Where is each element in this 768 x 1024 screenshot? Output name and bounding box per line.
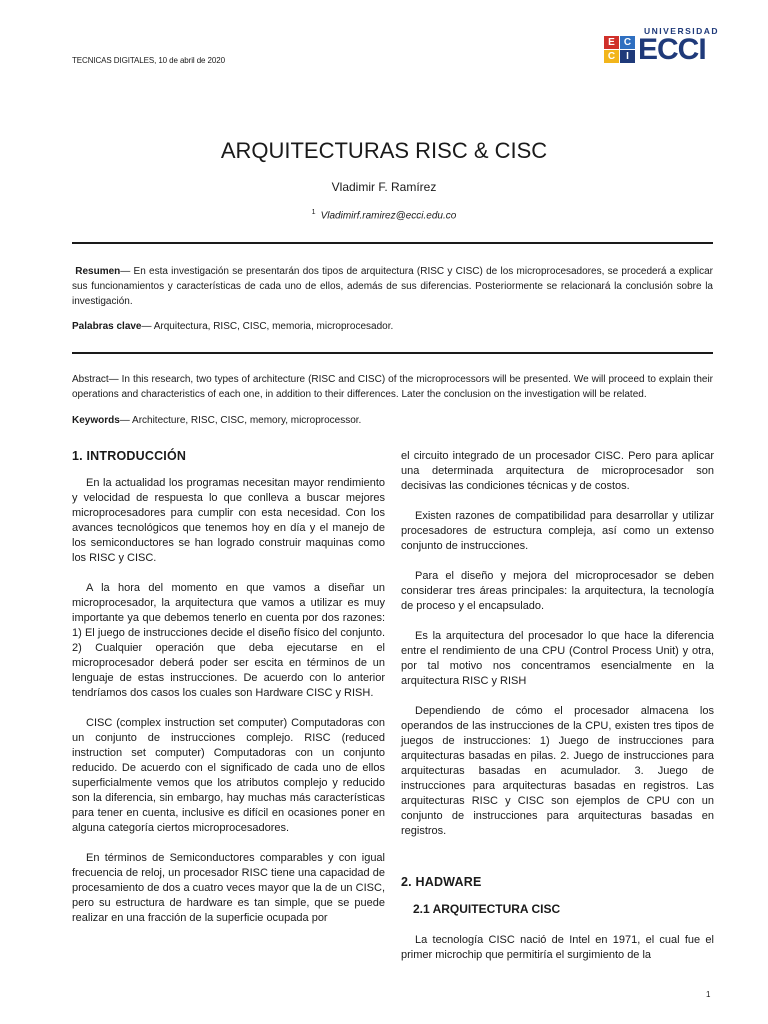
resumen-block — [72, 264, 713, 309]
right-column — [401, 449, 714, 978]
divider-middle — [72, 352, 713, 354]
keywords-label: Keywords — [72, 415, 120, 426]
paragraph: La tecnología CISC nació de Intel en 1971, el cual fue el primer microchip que permitiría el surgimiento de la — [401, 934, 714, 961]
paper-author: Vladimir F. Ramírez — [331, 180, 437, 194]
university-logo — [604, 26, 720, 68]
paragraph: Dependiendo de cómo el procesador almacena los operandos de las instrucciones de la CPU, existen tres tipos de juegos de instrucciones: 1) Juego de instrucciones para arquitecturas basadas en pilas. 2. Juego de instrucciones para arquitecturas basadas en acumulador. 3. Juego de instrucciones para arquitecturas basadas en registros. Las arquitecturas RISC y CISC son ejemplos de CPU con un conjunto de instrucciones para arquitecturas basadas en registros. — [401, 705, 714, 837]
left-column — [72, 449, 385, 941]
logo-letter-e: E — [604, 36, 619, 49]
paragraph: Existen razones de compatibilidad para desarrollar y utilizar procesadores de estructura compleja, así como un extenso conjunto de instrucciones. — [401, 510, 714, 552]
paragraph: CISC (complex instruction set computer) Computadoras con un conjunto de instrucciones complejo. RISC (reduced instruction set computer) Computadoras con un conjunto reducido. De acuerdo con el significado de cada uno de ellos superficialmente vemos que los atributos complejo y reducido son la diferencia, sin embargo, hay muchas más características para tener en cuenta, inclusive es difícil en ocasiones poner en alguna categoría ciertos microprocesadores. — [72, 717, 385, 834]
logo-letter-c1: C — [620, 36, 635, 49]
paper-title: ARQUITECTURAS RISC & CISC — [220, 138, 548, 163]
page-number: 1 — [706, 990, 711, 999]
logo-universidad-label: UNIVERSIDAD — [644, 26, 720, 36]
palabras-clave-block — [72, 319, 713, 334]
section-heading-hadware: 2. HADWARE — [401, 875, 482, 889]
palabras-clave-label: Palabras clave — [72, 321, 142, 332]
author-email-line — [0, 209, 768, 221]
divider-top — [72, 242, 713, 244]
abstract-block: Abstract— In this research, two types of architecture (RISC and CISC) of the microprocessors will be presented. We will proceed to explain their operations and characteristics of each one, in addition to their differences. Later the conclusion on the investigation will be related. — [72, 374, 713, 400]
logo-wordmark: ECCI — [638, 33, 706, 66]
email-footnote-marker: 1 — [311, 209, 316, 216]
paragraph: A la hora del momento en que vamos a diseñar un microprocesador, la arquitectura que vamos a utilizar es muy importante ya que debemos tenerlo en cuenta por dos razones: 1) El juego de instrucciones decide el diseño físico del conjunto. 2) Cualquier operación que deba ejecutarse en el microprocesador deberá poder ser escita en términos de un lenguaje de estas instrucciones. De acuerdo con lo anterior tendríamos dos casos los cuales son Hardware CISC y RISH. — [72, 582, 385, 699]
paragraph: En términos de Semiconductores comparables y con igual frecuencia de reloj, un procesador RISC tiene una capacidad de procesamiento de dos a cuatro veces mayor que la de un CISC, pero su estructura de hardware es tan simple, que se puede realizar en una fracción de la superficie ocupada por — [72, 852, 385, 924]
palabras-clave-text: — Arquitectura, RISC, CISC, memoria, microprocesador. — [141, 321, 394, 332]
paragraph: Para el diseño y mejora del microprocesador se deben considerar tres áreas principales: la arquitectura, la tecnología de proceso y el encapsulado. — [401, 570, 714, 612]
section-heading-introduccion: 1. INTRODUCCIÓN — [72, 449, 187, 463]
journal-line: TECNICAS DIGITALES, 10 de abril de 2020 — [72, 56, 225, 65]
author-email: Vladimirf.ramirez@ecci.edu.co — [320, 210, 457, 222]
resumen-label: Resumen — [75, 266, 121, 277]
logo-letter-i: I — [620, 50, 635, 63]
keywords-block — [72, 413, 713, 428]
keywords-text: — Architecture, RISC, CISC, memory, microprocessor. — [119, 415, 362, 426]
resumen-text: — En esta investigación se presentarán dos tipos de arquitectura (RISC y CISC) de los microprocesadores, se procederá a explicar sus funcionamientos y características de cada uno de ellos, además de sus diferencias. Posteriormente se relacionará la conclusión sobre la investigación. — [72, 266, 713, 307]
logo-letter-c2: C — [604, 50, 619, 63]
paragraph: el circuito integrado de un procesador CISC. Pero para aplicar una determinada arquitectura de microprocesador son decisivas las condiciones técnicas y de costos. — [401, 450, 714, 492]
paragraph: En la actualidad los programas necesitan mayor rendimiento y velocidad de respuesta lo que conlleva a buscar mejores microprocesadores para cumplir con esta necesidad. Con los avances tecnológicos que tenemos hoy en día y el manejo de los semiconductores se han logrado construir maquinas como los RISC y CISC. — [72, 477, 385, 564]
paragraph: Es la arquitectura del procesador lo que hace la diferencia entre el rendimiento de una CPU (Control Process Unit) y otra, por tal motivo nos concentramos esencialmente en la arquitectura RISC y RISH — [401, 630, 714, 687]
logo-letter-grid — [604, 36, 638, 66]
subsection-heading-cisc: 2.1 ARQUITECTURA CISC — [413, 902, 561, 916]
